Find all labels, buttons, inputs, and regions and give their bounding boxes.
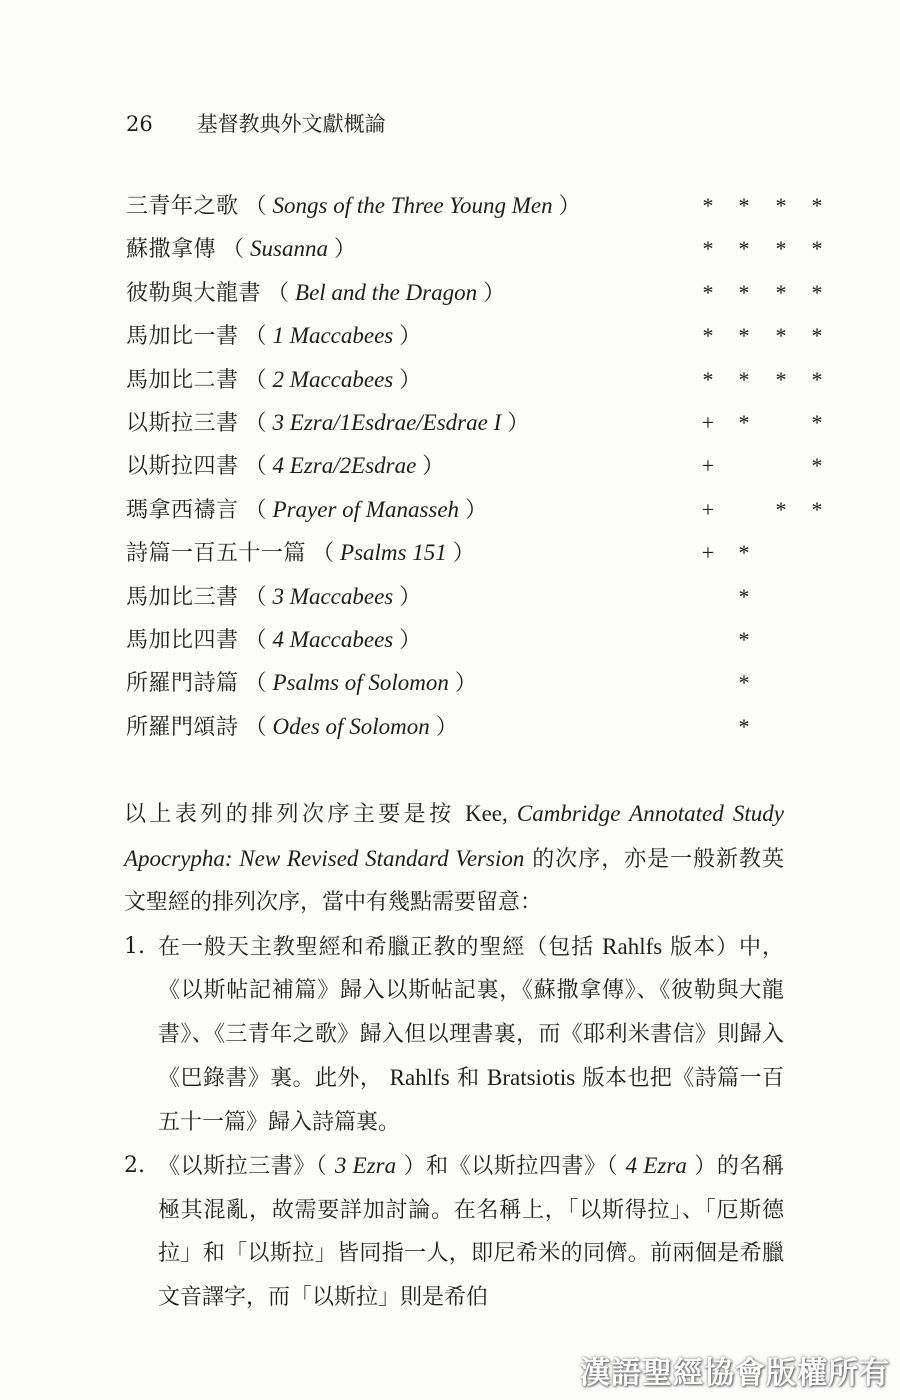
paren-open: （	[244, 497, 267, 523]
book-name-cn: 馬加比三書	[126, 584, 239, 610]
paren-close: ）	[507, 411, 530, 436]
paren-close: ）	[483, 280, 506, 306]
paren-close: ）	[333, 237, 356, 263]
paren-open: （	[267, 280, 290, 306]
table-row	[126, 446, 846, 486]
canon-mark: *	[811, 496, 823, 522]
canon-mark: *	[702, 236, 714, 262]
canon-mark: *	[738, 410, 750, 435]
paren-open: （	[244, 454, 267, 480]
running-header	[126, 108, 386, 138]
book-name-cn: 馬加比二書	[126, 367, 239, 393]
canon-mark: *	[738, 236, 750, 262]
table-row	[126, 577, 846, 617]
paren-open: （	[244, 671, 267, 697]
paren-close: ）	[465, 497, 488, 523]
table-row	[126, 620, 846, 660]
book-name-en: 1 Maccabees	[272, 323, 394, 349]
canon-mark: *	[702, 193, 714, 218]
page-number: 26	[126, 112, 153, 136]
canon-mark: *	[738, 627, 750, 652]
table-row	[126, 533, 846, 573]
copyright-watermark: 漢語聖經協會版權所有	[580, 1356, 890, 1391]
book-name-cn: 三青年之歌	[126, 194, 239, 219]
book-name-en: 3 Ezra/1Esdrae/Esdrae I	[272, 410, 502, 435]
paren-open: （	[244, 584, 267, 610]
list-item-1: 1. 在一般天主教聖經和希臘正教的聖經（包括 Rahlfs 版本）中，《以斯帖記補篇》歸入以斯帖記裏，《蘇撒拿傳》、《彼勒與大龍書》、《三青年之歌》歸入但以理書裏，而《耶利米書信》則歸入《巴錄書》裏。此外， Rahlfs 和 Bratsiotis 版本也把《詩篇一百五十一篇》歸入詩篇裏。	[124, 933, 785, 1135]
canon-mark: *	[775, 323, 787, 349]
intro-paragraph: 以上表列的排列次序主要是按 Kee, Cambridge Annotated Study Apocrypha: New Revised Standard Version 的次序，亦是一般新教英文聖經的排列次序，當中有幾點需要留意：	[124, 801, 784, 915]
paren-open: （	[222, 237, 245, 263]
canon-mark: *	[811, 323, 823, 349]
canon-mark: *	[738, 713, 750, 739]
book-name-en: 4 Maccabees	[272, 627, 394, 652]
canon-mark: *	[811, 193, 823, 218]
canon-mark: *	[702, 323, 714, 349]
table-row	[126, 229, 846, 269]
canon-mark: *	[702, 279, 714, 305]
paren-open: （	[244, 367, 267, 393]
book-name-cn: 瑪拿西禱言	[126, 497, 239, 523]
canon-mark: *	[811, 366, 823, 392]
canon-mark: *	[811, 453, 823, 479]
canon-mark: *	[738, 366, 750, 392]
paren-close: ）	[558, 194, 581, 219]
body-text	[124, 792, 784, 1319]
canon-mark: *	[738, 583, 750, 609]
paren-close: ）	[399, 324, 422, 350]
canon-mark: *	[775, 236, 787, 262]
paren-open: （	[244, 324, 267, 350]
book-title: 基督教典外文獻概論	[196, 112, 386, 136]
table-row	[126, 490, 846, 530]
canon-mark: +	[701, 453, 715, 479]
canon-mark: *	[775, 279, 787, 305]
book-name-en: Psalms 151	[340, 540, 447, 566]
book-name-cn: 馬加比一書	[126, 324, 239, 350]
book-name-cn: 以斯拉四書	[126, 454, 239, 480]
paren-close: ）	[454, 671, 477, 697]
table-row	[126, 273, 846, 313]
canon-mark: +	[701, 410, 715, 435]
canon-mark: *	[738, 670, 750, 696]
table-row	[126, 360, 846, 400]
table-row	[126, 316, 846, 356]
canon-mark: *	[811, 410, 823, 435]
book-name-cn: 彼勒與大龍書	[126, 280, 262, 306]
list-item-2: 2. 《以斯拉三書》（ 3 Ezra ）和《以斯拉四書》（ 4 Ezra ）的名稱極其混亂，故需要詳加討論。在名稱上，「以斯得拉」、「厄斯德拉」和「以斯拉」皆同指一人，即尼希米的同儕。前兩個是希臘文音譯字，而「以斯拉」則是希伯	[124, 1153, 784, 1310]
canon-mark: *	[738, 279, 750, 305]
book-name-cn: 蘇撒拿傳	[126, 237, 217, 263]
paren-close: ）	[399, 584, 422, 610]
book-name-en: Susanna	[250, 236, 328, 262]
paren-close: ）	[422, 454, 445, 480]
book-name-en: 2 Maccabees	[272, 366, 394, 392]
canon-mark: *	[775, 496, 787, 522]
paren-close: ）	[399, 628, 422, 653]
book-name-cn: 馬加比四書	[126, 628, 239, 653]
table-row	[126, 403, 846, 443]
canon-mark: *	[738, 323, 750, 349]
canon-mark: *	[811, 279, 823, 305]
paren-close: ）	[399, 367, 422, 393]
canon-mark: +	[701, 540, 715, 566]
canon-mark: *	[811, 236, 823, 262]
canon-mark: *	[738, 193, 750, 218]
canon-mark: *	[775, 366, 787, 392]
canon-mark: +	[701, 496, 715, 522]
paren-open: （	[312, 541, 335, 567]
book-name-cn: 詩篇一百五十一篇	[126, 541, 307, 567]
book-name-en: Prayer of Manasseh	[272, 496, 460, 522]
book-name-en: Bel and the Dragon	[295, 279, 478, 305]
canon-mark: *	[775, 193, 787, 218]
paren-close: ）	[452, 541, 475, 567]
paren-close: ）	[435, 714, 458, 740]
canon-mark: *	[702, 366, 714, 392]
book-name-cn: 以斯拉三書	[126, 411, 239, 436]
book-name-cn: 所羅門詩篇	[126, 671, 239, 697]
table-row	[126, 707, 846, 747]
table-row	[126, 663, 846, 703]
book-name-en: 4 Ezra/2Esdrae	[272, 453, 417, 479]
canon-mark: *	[738, 540, 750, 566]
paren-open: （	[244, 194, 267, 219]
table-row	[126, 186, 846, 226]
book-name-en: Odes of Solomon	[272, 713, 430, 739]
paren-open: （	[244, 411, 267, 436]
book-name-cn: 所羅門頌詩	[126, 714, 239, 740]
book-name-en: Songs of the Three Young Men	[272, 193, 553, 218]
book-name-en: 3 Maccabees	[272, 583, 394, 609]
paren-open: （	[244, 714, 267, 740]
paren-open: （	[244, 628, 267, 653]
book-name-en: Psalms of Solomon	[272, 670, 449, 696]
